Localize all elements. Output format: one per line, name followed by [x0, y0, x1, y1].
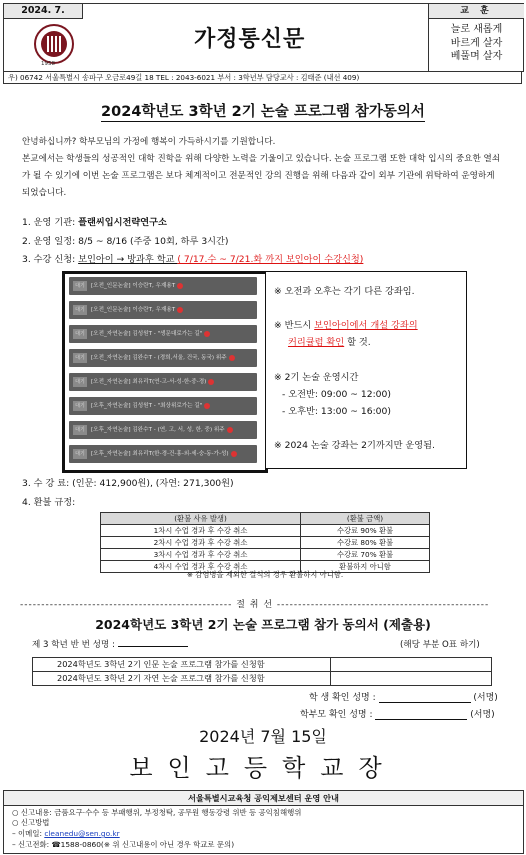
parent-signature[interactable]: 학부모 확인 성명 : (서명): [300, 710, 495, 720]
notice-line: ○ 신고내용: 금품요구·수수 등 부패행위, 부정청탁, 공무원 행동강령 위반 등 공익침해행위: [12, 808, 302, 817]
refund-table: [100, 512, 430, 573]
seal-year: 1938: [41, 61, 55, 67]
new-badge-icon: [227, 427, 233, 433]
course-row: 대기 [오전_자연논술] 최유리T(연-고-서-성-한-중-경): [69, 373, 257, 391]
course-row: 대기 [오전_자연논술] 김성원T - "생문대로가는 길": [69, 325, 257, 343]
new-badge-icon: [177, 307, 183, 313]
notice-title: 서울특별시교육청 공익제보센터 운영 안내: [4, 791, 523, 806]
new-badge-icon: [231, 451, 237, 457]
greeting-text: 안녕하십니까? 학부모님의 가정에 행복이 가득하시기를 기원합니다.: [22, 137, 276, 147]
form-title: 2024학년도 3학년 2기 논술 프로그램 참가 동의서 (제출용): [95, 617, 431, 632]
course-row: 대기 [오후_자연논술] 김성원T - "최상위로가는 길": [69, 397, 257, 415]
note-line: ※ 반드시 보인아이에서 개설 강좌의: [274, 320, 418, 331]
intro-paragraph: 본교에서는 학생들의 성공적인 대학 진학을 위해 다양한 노력을 기울이고 있습니다. 논술 프로그램 또한 대학 입시의 중요한 열쇠가 될 수 있기에 이번 논술 프로그램은 보다 체계적이고 전문적인 강의 진행을 위해 다음과 같이 외부 기관에 위탁하여 운영하게 되었습니다.: [22, 154, 501, 198]
option-checkbox[interactable]: [331, 658, 492, 672]
note-line: ※ 2024 논술 강좌는 2기까지만 운영됨.: [274, 440, 435, 451]
new-badge-icon: [177, 283, 183, 289]
table-row: 4차시 수업 경과 후 수강 취소 환불하지 아니함: [101, 561, 430, 573]
refund-item: 4. 환불 규정:: [22, 497, 76, 508]
motto-heading: 교 훈: [429, 4, 524, 19]
new-badge-icon: [204, 403, 210, 409]
student-id-line: 제 3 학년 반 번 성명 :: [32, 638, 188, 650]
table-row: 1차시 수업 경과 후 수강 취소 수강료 90% 환불: [101, 525, 430, 537]
motto-box: [428, 4, 524, 71]
course-row: 대기 [오전_자연논술] 김완수T - (경희,서울, 건국, 동국) 위주: [69, 349, 257, 367]
note-line: - 오후반: 13:00 ~ 16:00): [282, 406, 391, 417]
option-label: 2024학년도 3학년 2기 인문 논술 프로그램 참가를 신청함: [33, 658, 331, 672]
course-row: 대기 [오전_인문논술] 이승란T, 우재용T: [69, 301, 257, 319]
motto-line: 바르게 살자: [450, 37, 503, 49]
notice-line: – 이메일: cleanedu@sen.go.kr: [12, 829, 120, 838]
document-title: 2024학년도 3학년 2기 논술 프로그램 참가동의서: [101, 104, 425, 120]
new-badge-icon: [208, 379, 214, 385]
fee-item: 3. 수 강 료: (인문: 412,900원), (자연: 271,300원): [22, 478, 234, 489]
student-signature[interactable]: 학 생 확인 성명 : (서명): [309, 693, 498, 703]
period-item: 2. 운영 일정: 8/5 ~ 8/16 (주중 10회, 하루 3시간): [22, 236, 229, 247]
note-line: - 오전반: 09:00 ~ 12:00): [282, 389, 391, 400]
notice-line: – 신고전화: ☎1588-0860(※ 위 신고내용이 아닌 경우 학교로 문의): [12, 840, 235, 849]
table-row: 2차시 수업 경과 후 수강 취소 수강료 80% 환불: [101, 537, 430, 549]
notice-line: ○ 신고방법: [12, 818, 50, 827]
course-list-screenshot: [62, 271, 268, 473]
school-contact-info: 우) 06742 서울특별시 송파구 오금로49길 18 TEL : 2043-6021 부서 : 3학년부 담당교사 : 김태준 (내선 409): [3, 71, 522, 84]
table-row: [33, 672, 492, 686]
note-line: ※ 2기 논술 운영시간: [274, 372, 359, 383]
application-table: [32, 657, 492, 686]
option-checkbox[interactable]: [331, 672, 492, 686]
new-badge-icon: [229, 355, 235, 361]
whistleblower-notice: [3, 790, 524, 854]
principal-name: 보인고등학교장: [129, 754, 397, 782]
course-row: 대기 [오후_자연논술] 최유리T(한-경-건-홍-외-세-숭-동-가-성): [69, 445, 257, 463]
school-seal-icon: [34, 24, 74, 64]
option-label: 2024학년도 3학년 2기 자연 논술 프로그램 참가를 신청함: [33, 672, 331, 686]
note-line: 커리큘럼 확인 할 것.: [288, 337, 371, 348]
motto-line: 베풀며 살자: [450, 51, 503, 62]
registration-item: 3. 수강 신청: 보인아이 → 방과후 학교 ( 7/17.수 ~ 7/21.화 까지 보인아이 수강신청): [22, 254, 364, 265]
form-instruction: (해당 부분 O표 하기): [400, 640, 480, 650]
issue-date: 2024. 7.: [4, 4, 83, 19]
cut-line: -------------------------------------------------- 절 취 선 --------------------------------------------------: [20, 600, 490, 610]
note-line: ※ 오전과 오후는 각기 다른 강좌임.: [274, 286, 415, 297]
registration-period: ( 7/17.수 ~ 7/21.화 까지 보인아이 수강신청): [177, 254, 364, 265]
newsletter-title: 가정통신문: [194, 27, 306, 52]
table-header: (환불 사유 발생): [101, 513, 301, 525]
new-badge-icon: [204, 331, 210, 337]
table-row: [33, 658, 492, 672]
table-row: 3차시 수업 경과 후 수강 취소 수강료 70% 환불: [101, 549, 430, 561]
issue-date-line: 2024년 7월 15일: [199, 727, 327, 746]
course-row: 대기 [오전_인문논술] 이승란T, 우재용T: [69, 277, 257, 295]
motto-line: 늘로 새롭게: [450, 24, 503, 35]
email-link[interactable]: cleanedu@sen.go.kr: [44, 829, 120, 838]
course-row: 대기 [오후_자연논술] 김완수T - (연, 고, 서, 성, 한, 중) 위주: [69, 421, 257, 439]
org-item: 1. 운영 기관: 플랜씨입시전략연구소: [22, 217, 167, 228]
table-header: (환불 금액): [301, 513, 430, 525]
newsletter-header: [3, 3, 524, 72]
refund-footnote: ※ 감염병을 제외한 결석의 경우 환불하지 아니함.: [186, 570, 344, 579]
notes-box: [265, 271, 467, 469]
